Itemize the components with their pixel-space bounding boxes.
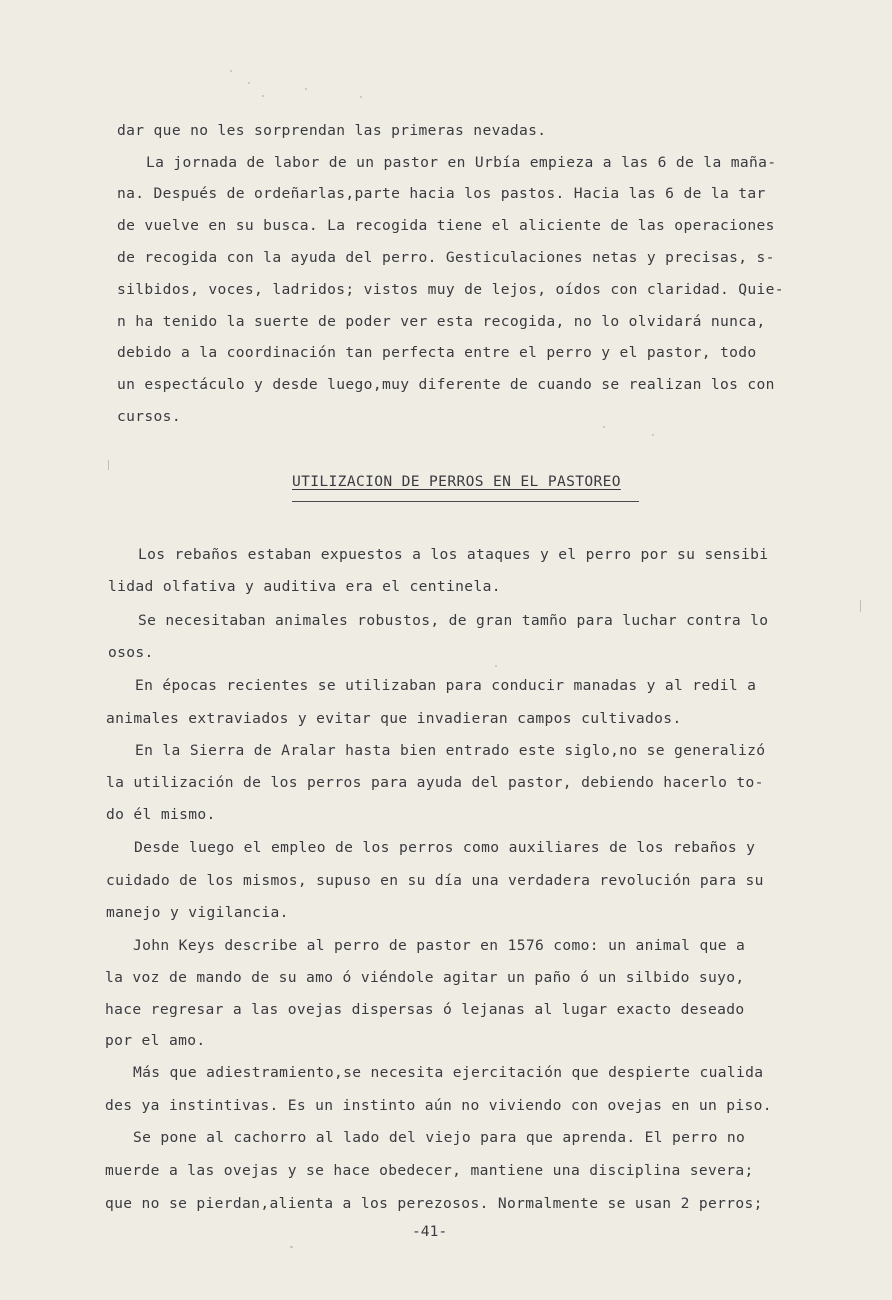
text-line: Los rebaños estaban expuestos a los ataques y el perro por su sensibi bbox=[138, 546, 769, 563]
text-line: Se pone al cachorro al lado del viejo para que aprenda. El perro no bbox=[133, 1129, 746, 1146]
text-line: na. Después de ordeñarlas,parte hacia los pastos. Hacia las 6 de la tar bbox=[117, 185, 766, 202]
text-line: la utilización de los perros para ayuda del pastor, debiendo hacerlo to- bbox=[106, 774, 764, 791]
text-line: John Keys describe al perro de pastor en 1576 como: un animal que a bbox=[133, 937, 746, 954]
text-line: La jornada de labor de un pastor en Urbía empieza a las 6 de la maña- bbox=[146, 154, 777, 171]
text-line: un espectáculo y desde luego,muy diferente de cuando se realizan los con bbox=[117, 376, 775, 393]
text-line: de vuelve en su busca. La recogida tiene el aliciente de las operaciones bbox=[117, 217, 775, 234]
text-line: cursos. bbox=[117, 408, 181, 425]
section-title: UTILIZACION DE PERROS EN EL PASTOREO bbox=[292, 473, 621, 490]
text-line: des ya instintivas. Es un instinto aún no viviendo con ovejas en un piso. bbox=[105, 1097, 772, 1114]
title-rule bbox=[292, 501, 639, 502]
page-number: -41- bbox=[412, 1223, 448, 1240]
text-line: de recogida con la ayuda del perro. Gesticulaciones netas y precisas, s- bbox=[117, 249, 775, 266]
text-line: hace regresar a las ovejas dispersas ó lejanas al lugar exacto deseado bbox=[105, 1001, 745, 1018]
text-line: Desde luego el empleo de los perros como auxiliares de los rebaños y bbox=[134, 839, 756, 856]
text-line: debido a la coordinación tan perfecta entre el perro y el pastor, todo bbox=[117, 344, 757, 361]
text-line: lidad olfativa y auditiva era el centinela. bbox=[108, 578, 501, 595]
text-line: por el amo. bbox=[105, 1032, 206, 1049]
text-line: animales extraviados y evitar que invadieran campos cultivados. bbox=[106, 710, 682, 727]
text-line: cuidado de los mismos, supuso en su día una verdadera revolución para su bbox=[106, 872, 764, 889]
text-line: En épocas recientes se utilizaban para conducir manadas y al redil a bbox=[135, 677, 757, 694]
text-line: n ha tenido la suerte de poder ver esta recogida, no lo olvidará nunca, bbox=[117, 313, 766, 330]
text-line: osos. bbox=[108, 644, 154, 661]
text-line: muerde a las ovejas y se hace obedecer, mantiene una disciplina severa; bbox=[105, 1162, 754, 1179]
text-line: Se necesitaban animales robustos, de gran tamño para luchar contra lo bbox=[138, 612, 769, 629]
text-line: manejo y vigilancia. bbox=[106, 904, 289, 921]
text-line: dar que no les sorprendan las primeras nevadas. bbox=[117, 122, 547, 139]
text-line: En la Sierra de Aralar hasta bien entrado este siglo,no se generalizó bbox=[135, 742, 766, 759]
text-line: la voz de mando de su amo ó viéndole agitar un paño ó un silbido suyo, bbox=[105, 969, 745, 986]
text-line: silbidos, voces, ladridos; vistos muy de lejos, oídos con claridad. Quie- bbox=[117, 281, 784, 298]
text-line: do él mismo. bbox=[106, 806, 216, 823]
text-line: que no se pierdan,alienta a los perezosos. Normalmente se usan 2 perros; bbox=[105, 1195, 763, 1212]
text-line: Más que adiestramiento,se necesita ejercitación que despierte cualida bbox=[133, 1064, 764, 1081]
